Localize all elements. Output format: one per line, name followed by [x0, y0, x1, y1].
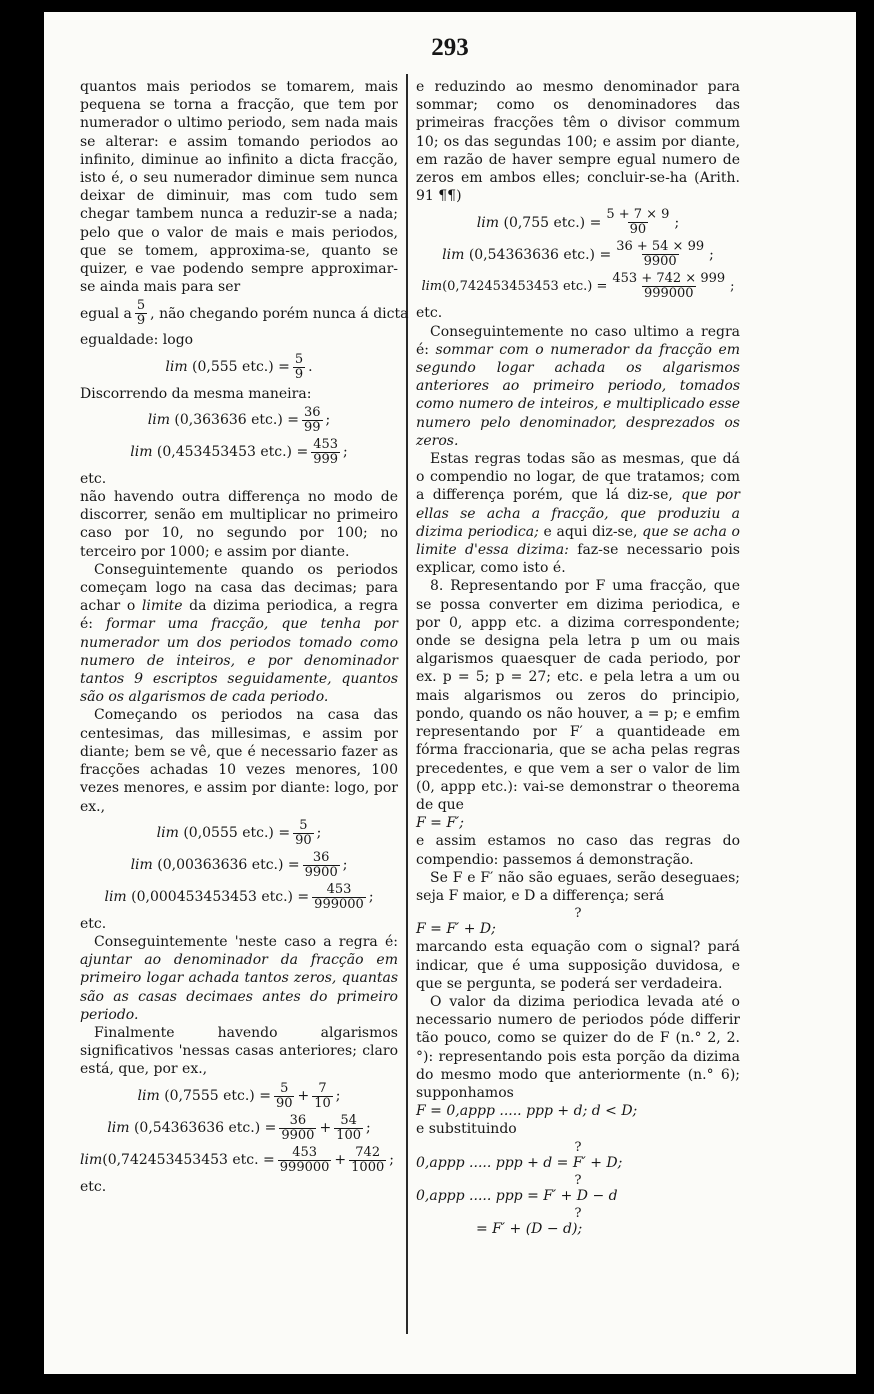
plus-sign: + [319, 1119, 332, 1136]
numerator: 7 [318, 1080, 327, 1096]
denominator: 90 [295, 832, 312, 848]
punct: ; [343, 444, 348, 461]
denominator: 90 [275, 1095, 293, 1111]
denominator: 10 [314, 1095, 331, 1111]
question-mark: ? [574, 1205, 582, 1221]
lim-label: lim [476, 214, 500, 231]
etc: etc. [80, 915, 107, 932]
numerator: 453 [326, 881, 352, 897]
numerator: 742 [355, 1144, 381, 1160]
text: da dizima periodica, a regra é: [80, 598, 399, 633]
fraction [311, 438, 340, 467]
rule-text: ajuntar ao denominador da fracção em primeiro logar achada tantos zeros, quantas são as casas decimaes antes do primeiro periodo. [80, 952, 398, 1023]
punct: ; [335, 1087, 341, 1104]
punct: ; [325, 412, 331, 429]
numerator: 36 [289, 1112, 307, 1128]
denominator: 999000 [279, 1159, 330, 1175]
left-column [80, 78, 409, 1196]
denominator: 9900 [281, 1127, 315, 1143]
text: Estas regras todas são as mesmas, que dá o compendio no logar, de que tratamos; com a differença porém, que lá diz-se, [416, 451, 740, 504]
emphasis: que se acha o limite d'essa dizima: [416, 523, 740, 559]
punct: ; [674, 214, 680, 231]
punct: ; [389, 1151, 394, 1168]
numerator: 453 [292, 1144, 318, 1160]
lim-label: lim [130, 444, 153, 461]
equation: F = 0,appp ..... ppp + d; d < D; [416, 1103, 638, 1120]
page-number: 293 [431, 34, 469, 61]
punct: ; [366, 1119, 371, 1136]
fraction [604, 208, 671, 237]
fraction [312, 1082, 333, 1111]
lim-label: lim [80, 1151, 103, 1168]
numerator: 5 [299, 817, 308, 833]
fraction [334, 1114, 363, 1143]
equation: 0,appp ..... ppp = F′ + D − d [416, 1187, 618, 1204]
denominator: 999000 [643, 286, 694, 302]
denominator: 1000 [351, 1159, 385, 1175]
paragraph: Finalmente havendo algarismos significativos 'nessas casas anteriores; claro está, que, por ex., [80, 1024, 398, 1078]
book-page [44, 12, 856, 1374]
etc: etc. [80, 1178, 107, 1195]
inline-formula [80, 298, 409, 329]
paragraph [80, 933, 398, 1024]
numerator: 36 [312, 849, 330, 865]
lim-label: lim [130, 857, 153, 874]
right-column [416, 78, 740, 1238]
fraction [349, 1146, 386, 1175]
numerator: 54 [340, 1112, 357, 1128]
denominator: 90 [629, 222, 647, 238]
fraction [614, 240, 706, 269]
fraction [279, 1114, 316, 1143]
question-mark: ? [574, 1172, 582, 1188]
equation: = F′ + (D − d); [476, 1220, 583, 1237]
fraction [293, 819, 314, 848]
paragraph: quantos mais periodos se tomarem, mais pequena se torna a fracção, que tem por numerador o ultimo periodo, sem nada mais se alterar: e assim tomando periodos ao infinito, diminue ao infinito a dicta fracção, isto é, o seu numerador diminue sem nunca deixar de diminuir, mas com tudo sem chegar tambem nunca a reduzir-se a nada; pelo que o valor de mais e mais periodos, que se tomem, approxima-se, quanto se quizer, e vae podendo sempre approximar-se ainda mais para ser [80, 79, 398, 296]
etc: etc. [80, 470, 107, 487]
text: Conseguintemente 'neste caso a regra é: [94, 933, 398, 950]
fraction [135, 299, 147, 328]
paragraph: e assim estamos no caso das regras do compendio: passemos á demonstração. [416, 833, 740, 868]
numerator: 5 [136, 298, 146, 314]
denominator: 999 [313, 451, 339, 467]
text: e aqui diz-se, [543, 523, 638, 540]
punct: ; [342, 857, 348, 874]
fraction [293, 353, 305, 382]
lhs: (0,555 etc.) = [192, 359, 290, 376]
lhs: (0,000453453453 etc.) = [131, 889, 310, 906]
formula [80, 851, 398, 880]
lhs: (0,742453453453 etc.) = [442, 278, 608, 294]
paragraph: não havendo outra differença no modo de discorrer, senão em multiplicar no primeiro caso por 10, no segundo por 100; no terceiro por 1000; e assim por diante. [80, 489, 398, 560]
plus-sign: + [297, 1087, 310, 1104]
paragraph [416, 323, 740, 450]
numerator: 36 [303, 404, 321, 420]
etc: etc. [416, 305, 443, 322]
denominator: 9 [294, 366, 304, 382]
formula [80, 1114, 398, 1143]
equation: 0,appp ..... ppp + d = F′ + D; [416, 1154, 623, 1171]
denominator: 9 [136, 313, 146, 329]
rule-text: sommar com o numerador da fracção em segundo logar achada os algarismos anteriores ao primeiro periodo, tomados como numero de inteiros, e multiplicado esse numero pelo denominador, desprezados os zeros. [416, 341, 741, 449]
denominator: 9900 [304, 864, 338, 880]
equation: F = F′; [416, 815, 464, 832]
paragraph: marcando esta equação com o signal? pará indicar, que é uma supposição duvidosa, e que se pergunta, se poderá ser verdadeira. [416, 939, 740, 992]
text: , não chegando porém nunca á dicta [150, 305, 409, 322]
numerator: 453 + 742 × 999 [612, 271, 726, 287]
formula [80, 438, 398, 467]
paragraph: egualdade: logo [80, 332, 194, 349]
text: egual a [80, 305, 132, 322]
punct: ; [730, 278, 735, 294]
denominator: 99 [303, 419, 321, 435]
paragraph: Começando os periodos na casa das centesimas, das millesimas, e assim por diante; bem se vê, que é necessario fazer as fracções achadas 10 vezes menores, 100 vezes menores, e assim por diante: logo, por ex., [80, 707, 398, 815]
column-divider [406, 74, 408, 1334]
paragraph: e substituindo [416, 1121, 517, 1138]
denominator: 100 [336, 1127, 361, 1143]
text: faz-se necessario pois explicar, como isto é. [416, 542, 740, 577]
formula [80, 1146, 398, 1175]
fraction [312, 883, 366, 912]
numerator: 36 + 54 × 99 [616, 239, 705, 255]
lhs: (0,54363636 etc.) = [133, 1119, 277, 1136]
lim-label: lim [442, 246, 465, 263]
lhs: (0,363636 etc.) = [174, 412, 299, 429]
lhs: (0,7555 etc.) = [164, 1087, 271, 1104]
lim-label: lim [104, 889, 127, 906]
lhs: (0,54363636 etc.) = [468, 246, 612, 263]
fraction [303, 851, 340, 880]
punct: ; [368, 889, 374, 906]
paragraph: e reduzindo ao mesmo denominador para sommar; como os denominadores das primeiras fracções têm o divisor commum 10; os das segundas 100; e assim por diante, em razão de haver sempre egual numero de zeros em ambos elles; concluir-se-ha (Arith. 91 ¶¶) [416, 79, 740, 205]
denominator: 999000 [314, 896, 364, 912]
equation: F = F′ + D; [416, 921, 496, 938]
formula [416, 208, 740, 237]
lhs: (0,0555 etc.) = [183, 825, 291, 842]
lim-label: lim [421, 278, 443, 294]
formula [80, 353, 398, 382]
question-mark: ? [574, 906, 582, 922]
numerator: 5 [280, 1080, 289, 1096]
lim-label: lim [107, 1119, 130, 1136]
fraction [302, 406, 323, 435]
text: Conseguintemente no caso ultimo a regra é: [416, 323, 740, 358]
formula [80, 819, 398, 848]
text: Conseguintemente quando os periodos começam logo na casa das decimas; para achar o [80, 561, 398, 615]
paragraph [80, 561, 398, 707]
paragraph: O valor da dizima periodica levada até o necessario numero de periodos póde differir tão pouco, como se quizer do de F (n.° 2, 2.°): representando pois esta porção da dizima do mesmo modo que anteriormente (n.° 6); supponhamos [416, 993, 740, 1101]
formula [80, 883, 398, 912]
question-mark: ? [574, 1139, 582, 1155]
denominator: 9900 [643, 254, 677, 270]
fraction [278, 1146, 332, 1175]
lim-label: lim [165, 359, 188, 376]
formula [416, 272, 740, 301]
punct: . [308, 359, 313, 376]
emphasis: limite [141, 598, 183, 615]
punct: ; [316, 825, 322, 842]
formula [80, 406, 398, 435]
fraction [274, 1082, 295, 1111]
fraction [610, 272, 727, 301]
lim-label: lim [137, 1087, 160, 1104]
numerator: 453 [313, 436, 339, 452]
paragraph: Se F e F′ não são eguaes, serão deseguaes; seja F maior, e D a differença; será [416, 869, 740, 904]
numerator: 5 + 7 × 9 [606, 207, 670, 223]
formula [80, 1082, 398, 1111]
lhs: (0,755 etc.) = [503, 214, 602, 231]
paragraph [416, 450, 740, 577]
lim-label: lim [156, 825, 179, 842]
plus-sign: + [334, 1151, 347, 1168]
rule-text: formar uma fracção, que tenha por numerador um dos periodos tomado como numero de inteiros, e por denominador tantos 9 escriptos seguidamente, quantos são os algarismos de cada periodo. [80, 616, 398, 706]
lhs: (0,453453453 etc.) = [156, 444, 309, 461]
paragraph: Discorrendo da mesma maneira: [80, 385, 312, 402]
lhs: (0,742453453453 etc. = [102, 1151, 275, 1168]
lim-label: lim [147, 412, 170, 429]
lhs: (0,00363636 etc.) = [157, 857, 300, 874]
emphasis: que por ellas se acha a fracção, que produziu a dizima periodica; [416, 487, 740, 540]
punct: ; [709, 246, 714, 263]
numerator: 5 [294, 351, 304, 367]
paragraph: 8. Representando por F uma fracção, que se possa converter em dizima periodica, e por 0, appp etc. a dizima correspondente; onde se designa pela letra p um ou mais algarismos quaesquer de cada periodo, por ex. p = 5; p = 27; etc. e pela letra a um ou mais algarismos ou zeros do principio, pondo, quando os não houver, a = p; e emfim representando por F′ a quantideade em fórma fraccionaria, que se acha pelas regras precedentes, e que vem a ser o valor de lim (0, appp etc.): vai-se demonstrar o theorema de que [416, 578, 740, 813]
formula [416, 240, 740, 269]
